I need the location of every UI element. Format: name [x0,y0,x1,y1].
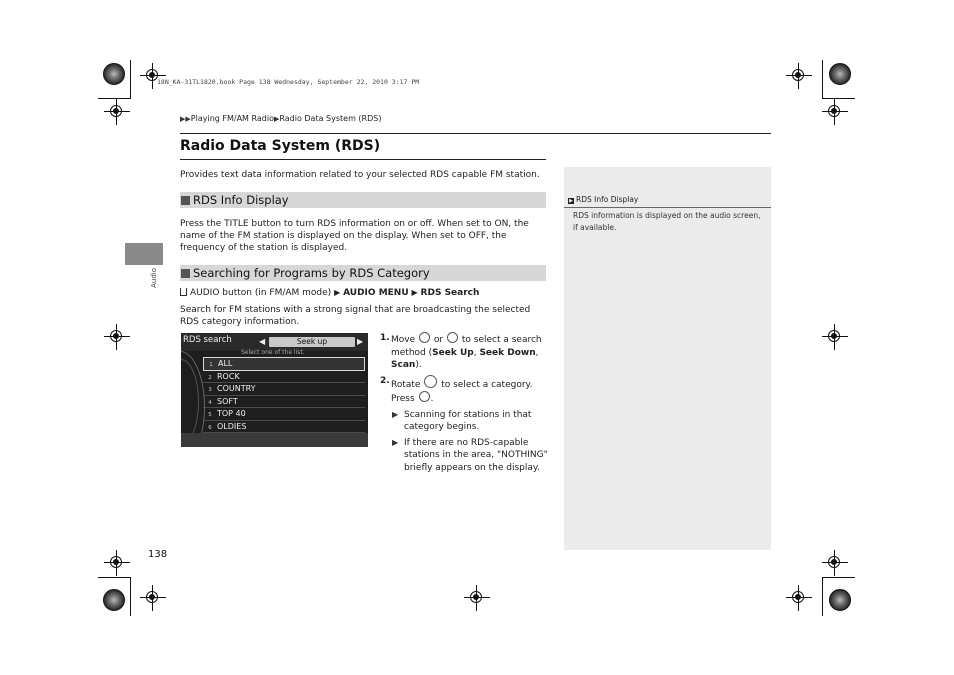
step-2: 2. Rotate to select a category. Press . [380,375,533,404]
crosshair-registration-icon [822,324,848,350]
nav-audio-menu: AUDIO MENU [343,288,409,298]
rds-search-screen [181,333,368,447]
disc-registration-icon [103,63,125,85]
double-triangle-icon: ▶▶ [180,115,191,123]
triangle-bullet-icon: ▶ [392,409,399,419]
disc-registration-icon [829,589,851,611]
breadcrumb-item-rds[interactable]: Radio Data System (RDS) [279,114,382,123]
triangle-bullet-icon: ▶ [392,437,399,447]
rotate-knob-icon [424,375,437,388]
breadcrumb-item-fm-am[interactable]: Playing FM/AM Radio [190,114,274,123]
nav-audio-button: AUDIO button (in FM/AM mode) [190,288,332,298]
left-arrow-icon: ◀ [259,337,266,346]
sidebar-note-text: RDS information is displayed on the audio screen, if available. [573,211,761,232]
disc-registration-icon [103,589,125,611]
home-icon [180,288,187,296]
chapter-tab [125,243,163,265]
crosshair-registration-icon [464,585,490,611]
crosshair-registration-icon [104,99,130,125]
sidebar-note-title: ▶ RDS Info Display [569,195,639,204]
chapter-tab-label: Audio [150,268,158,288]
square-bullet-icon [181,269,190,278]
crosshair-registration-icon [822,99,848,125]
screen-bottom-bar [181,433,368,447]
rds-info-text: Press the TITLE button to turn RDS information on or off. When set to ON, the name of the FM station is displayed on the display. When set to OFF, the frequency of the station is displayed. [180,219,529,253]
category-item: 4 SOFT [203,396,365,409]
print-header: 18N_KA-31TL1820.book Page 138 Wednesday, September 22, 2010 3:17 PM [157,78,420,86]
title-divider [180,159,546,160]
steps-list [380,332,550,477]
crosshair-registration-icon [140,585,166,611]
nav-rds-search: RDS Search [420,288,480,298]
crosshair-registration-icon [786,63,812,89]
crop-mark [822,577,855,578]
category-list [203,357,365,433]
category-item: 3 COUNTRY [203,383,365,396]
crop-mark [822,577,823,616]
move-right-icon [447,332,458,343]
screen-title: RDS search [183,335,232,345]
triangle-bullet-icon: ▶ [273,115,280,123]
crosshair-registration-icon [822,550,848,576]
right-arrow-icon: ▶ [357,337,364,346]
crosshair-registration-icon [104,324,130,350]
screen-subtitle: Select one of the list. [241,349,305,356]
square-bullet-icon [181,196,190,205]
result-note: ▶ If there are no RDS-capable stations in the area, "NOTHING" briefly appears on the display. [392,437,548,473]
page-title: Radio Data System (RDS) [180,138,381,154]
category-item: 6 OLDIES [203,421,365,434]
page-number: 138 [148,549,168,560]
intro-text: Provides text data information related to your selected RDS capable FM station. [180,170,540,180]
sidebar-divider [564,207,771,208]
seek-method-selector: Seek up [269,337,355,347]
crop-mark [822,60,823,99]
section-heading-text: Searching for Programs by RDS Category [193,266,430,280]
header-divider [180,133,771,134]
crosshair-registration-icon [104,550,130,576]
breadcrumb [180,114,381,123]
section-heading-rds-category [180,265,546,281]
press-knob-icon [419,391,430,402]
reference-icon: ▶ [569,198,573,204]
nav-path [180,287,546,299]
step-1: 1. Move or to select a search method (Seek Up, Seek Down, Scan). [380,333,542,370]
section-heading-rds-info [180,192,546,208]
triangle-bullet-icon: ▶ [411,288,418,297]
triangle-bullet-icon: ▶ [334,288,341,297]
category-item: 1 ALL [203,357,365,371]
search-description: Search for FM stations with a strong signal that are broadcasting the selected RDS category information. [180,305,531,327]
section-heading-text: RDS Info Display [193,193,289,207]
result-note: ▶ Scanning for stations in that category begins. [392,409,532,432]
category-item: 2 ROCK [203,371,365,384]
disc-registration-icon [829,63,851,85]
move-left-icon [419,332,430,343]
crop-mark [130,577,131,616]
crosshair-registration-icon [786,585,812,611]
crop-mark [98,577,131,578]
crop-mark [130,60,131,99]
category-item: 5 TOP 40 [203,408,365,421]
